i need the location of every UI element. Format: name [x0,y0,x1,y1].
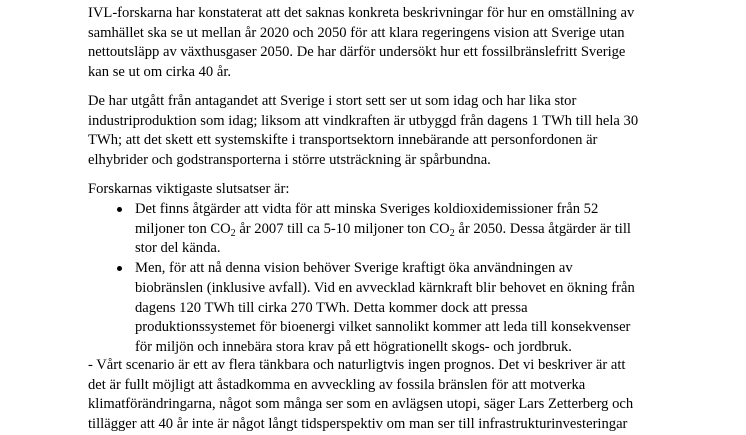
intro-paragraph [88,4,738,83]
quote-paragraph [88,356,738,435]
text-line: klimatförändringarna, något som många ser som en avlägsen utopi, säger Lars Zetterberg och [88,396,634,413]
text-line: samhället ska se ut mellan år 2020 och 2050 för att klara regeringens vision att Sverige utan [88,24,625,41]
text-line: för miljön och innebära stora krav på ett högrationellt skogs- och jordbruk. [135,338,572,355]
text-line: elhybrider och godstransporterna i större utsträckning är spårbundna. [88,152,491,169]
text-line: Det finns åtgärder att vidta för att minska Sveriges koldioxidemissioner från 52 [135,201,599,217]
text-line: produktionssystemet för bioenergi vilket sannolikt kommer att leda till konsekvenser [135,319,631,336]
assumptions-paragraph [88,92,738,171]
text-line: Men, för att nå denna vision behöver Sverige kraftigt öka användningen av [135,260,573,277]
text-line [135,220,738,240]
bullet-icon [117,207,122,212]
text-line: tillägger att 40 år inte är något långt tidsperspektiv om man ser till infrastrukturinvesteringar [88,416,628,433]
text-line: Forskarnas viktigaste slutsatser är: [88,181,290,197]
text-fragment: år 2050. Dessa åtgärder är till [454,220,631,237]
text-line: dagens 120 TWh till cirka 270 TWh. Detta kommer dock att pressa [135,299,528,316]
text-fragment: miljoner ton CO [135,220,231,237]
text-line: nettoutsläpp av växthusgaser 2050. De har därför undersökt hur ett fossilbränslefritt Sverige [88,44,626,61]
conclusions-list [88,200,738,358]
list-item [88,259,738,358]
text-line: De har utgått från antagandet att Sverige i stort sett ser ut som idag och har lika stor [88,93,577,109]
text-line: - Vårt scenario är ett av flera tänkbara och naturligtvis ingen prognos. Det vi beskriver är att [88,357,626,373]
subscript: 2 [230,227,236,239]
text-line: industriproduktion som idag; liksom att vindkraften är utbyggd från dagens 1 TWh till hela 30 [88,112,639,129]
text-line: IVL-forskarna har konstaterat att det saknas konkreta beskrivningar för hur en omställning av [88,5,635,21]
text-line: det är fullt möjligt att åstadkomma en avveckling av fossila bränslen för att motverka [88,376,586,393]
text-fragment: år 2007 till ca 5-10 miljoner ton CO [235,220,450,237]
text-line: kan se ut om cirka 40 år. [88,64,232,81]
text-line: biobränslen (inklusive avfall). Vid en avvecklad kärnkraft blir behovet en ökning från [135,279,635,296]
text-line: TWh; att det skett ett systemskifte i transportsektorn innebärande att personfordonen är [88,132,598,149]
subscript: 2 [449,227,455,239]
conclusions-heading [88,180,738,200]
text-line: stor del kända. [135,240,221,257]
bullet-icon [117,266,122,271]
list-item [88,200,738,259]
